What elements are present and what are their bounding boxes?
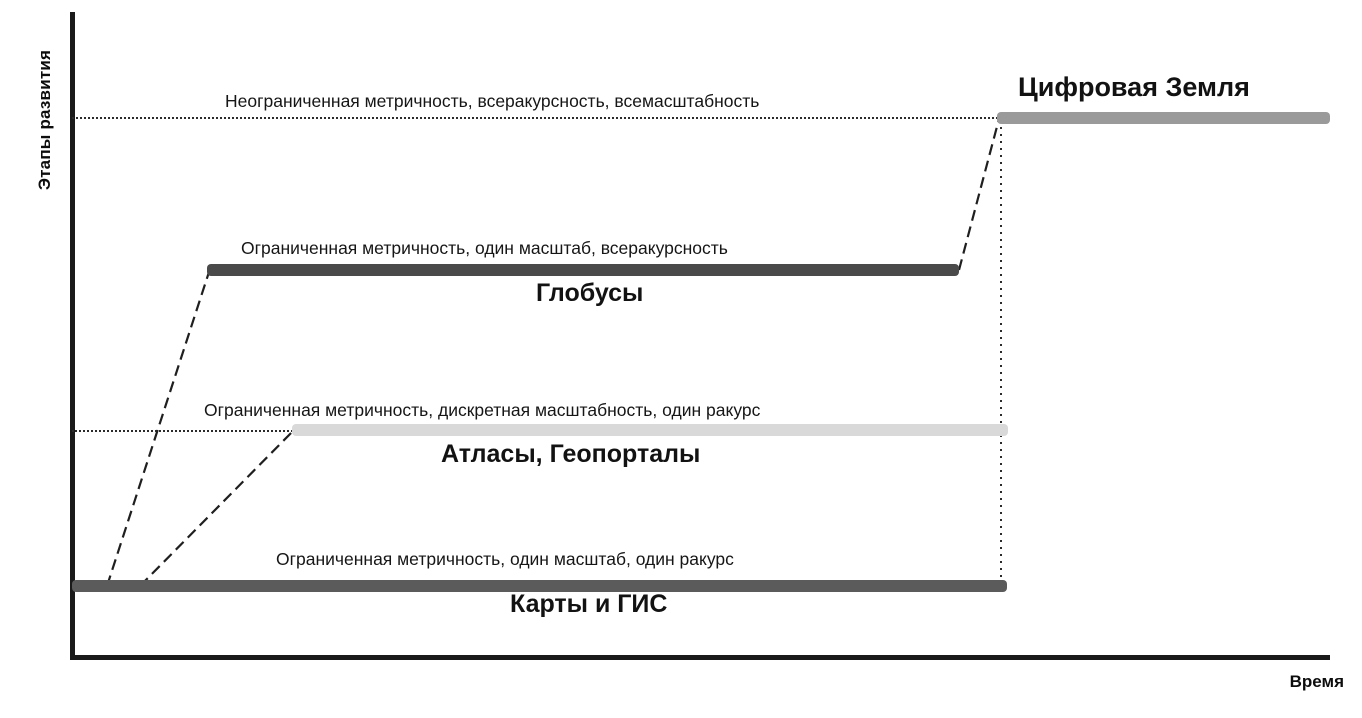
stage-bar-globes: [207, 264, 959, 276]
stage-title-digital-earth: Цифровая Земля: [1018, 72, 1250, 102]
stage-title-atlases-geoportals: Атласы, Геопорталы: [441, 440, 701, 468]
stage-title-globes: Глобусы: [536, 279, 644, 307]
stage-bar-atlases-geoportals: [292, 424, 1008, 436]
stage-description-atlases-geoportals: Ограниченная метричность, дискретная масштабность, один ракурс: [204, 400, 761, 420]
x-axis-label: Время: [1289, 672, 1344, 691]
x-axis-line: [70, 655, 1330, 660]
guide-line-atlases: [72, 430, 297, 432]
stage-description-globes: Ограниченная метричность, один масштаб, всеракурсность: [241, 238, 728, 258]
stage-description-digital-earth: Неограниченная метричность, всеракурсность, всемасштабность: [225, 91, 760, 111]
stage-bar-digital-earth: [997, 112, 1330, 124]
stage-title-maps-gis: Карты и ГИС: [510, 590, 668, 618]
guide-line-digital-earth: [72, 117, 1002, 119]
y-axis-line: [70, 12, 75, 660]
stage-description-maps-gis: Ограниченная метричность, один масштаб, один ракурс: [276, 549, 734, 569]
y-axis-label: Этапы развития: [35, 49, 54, 191]
